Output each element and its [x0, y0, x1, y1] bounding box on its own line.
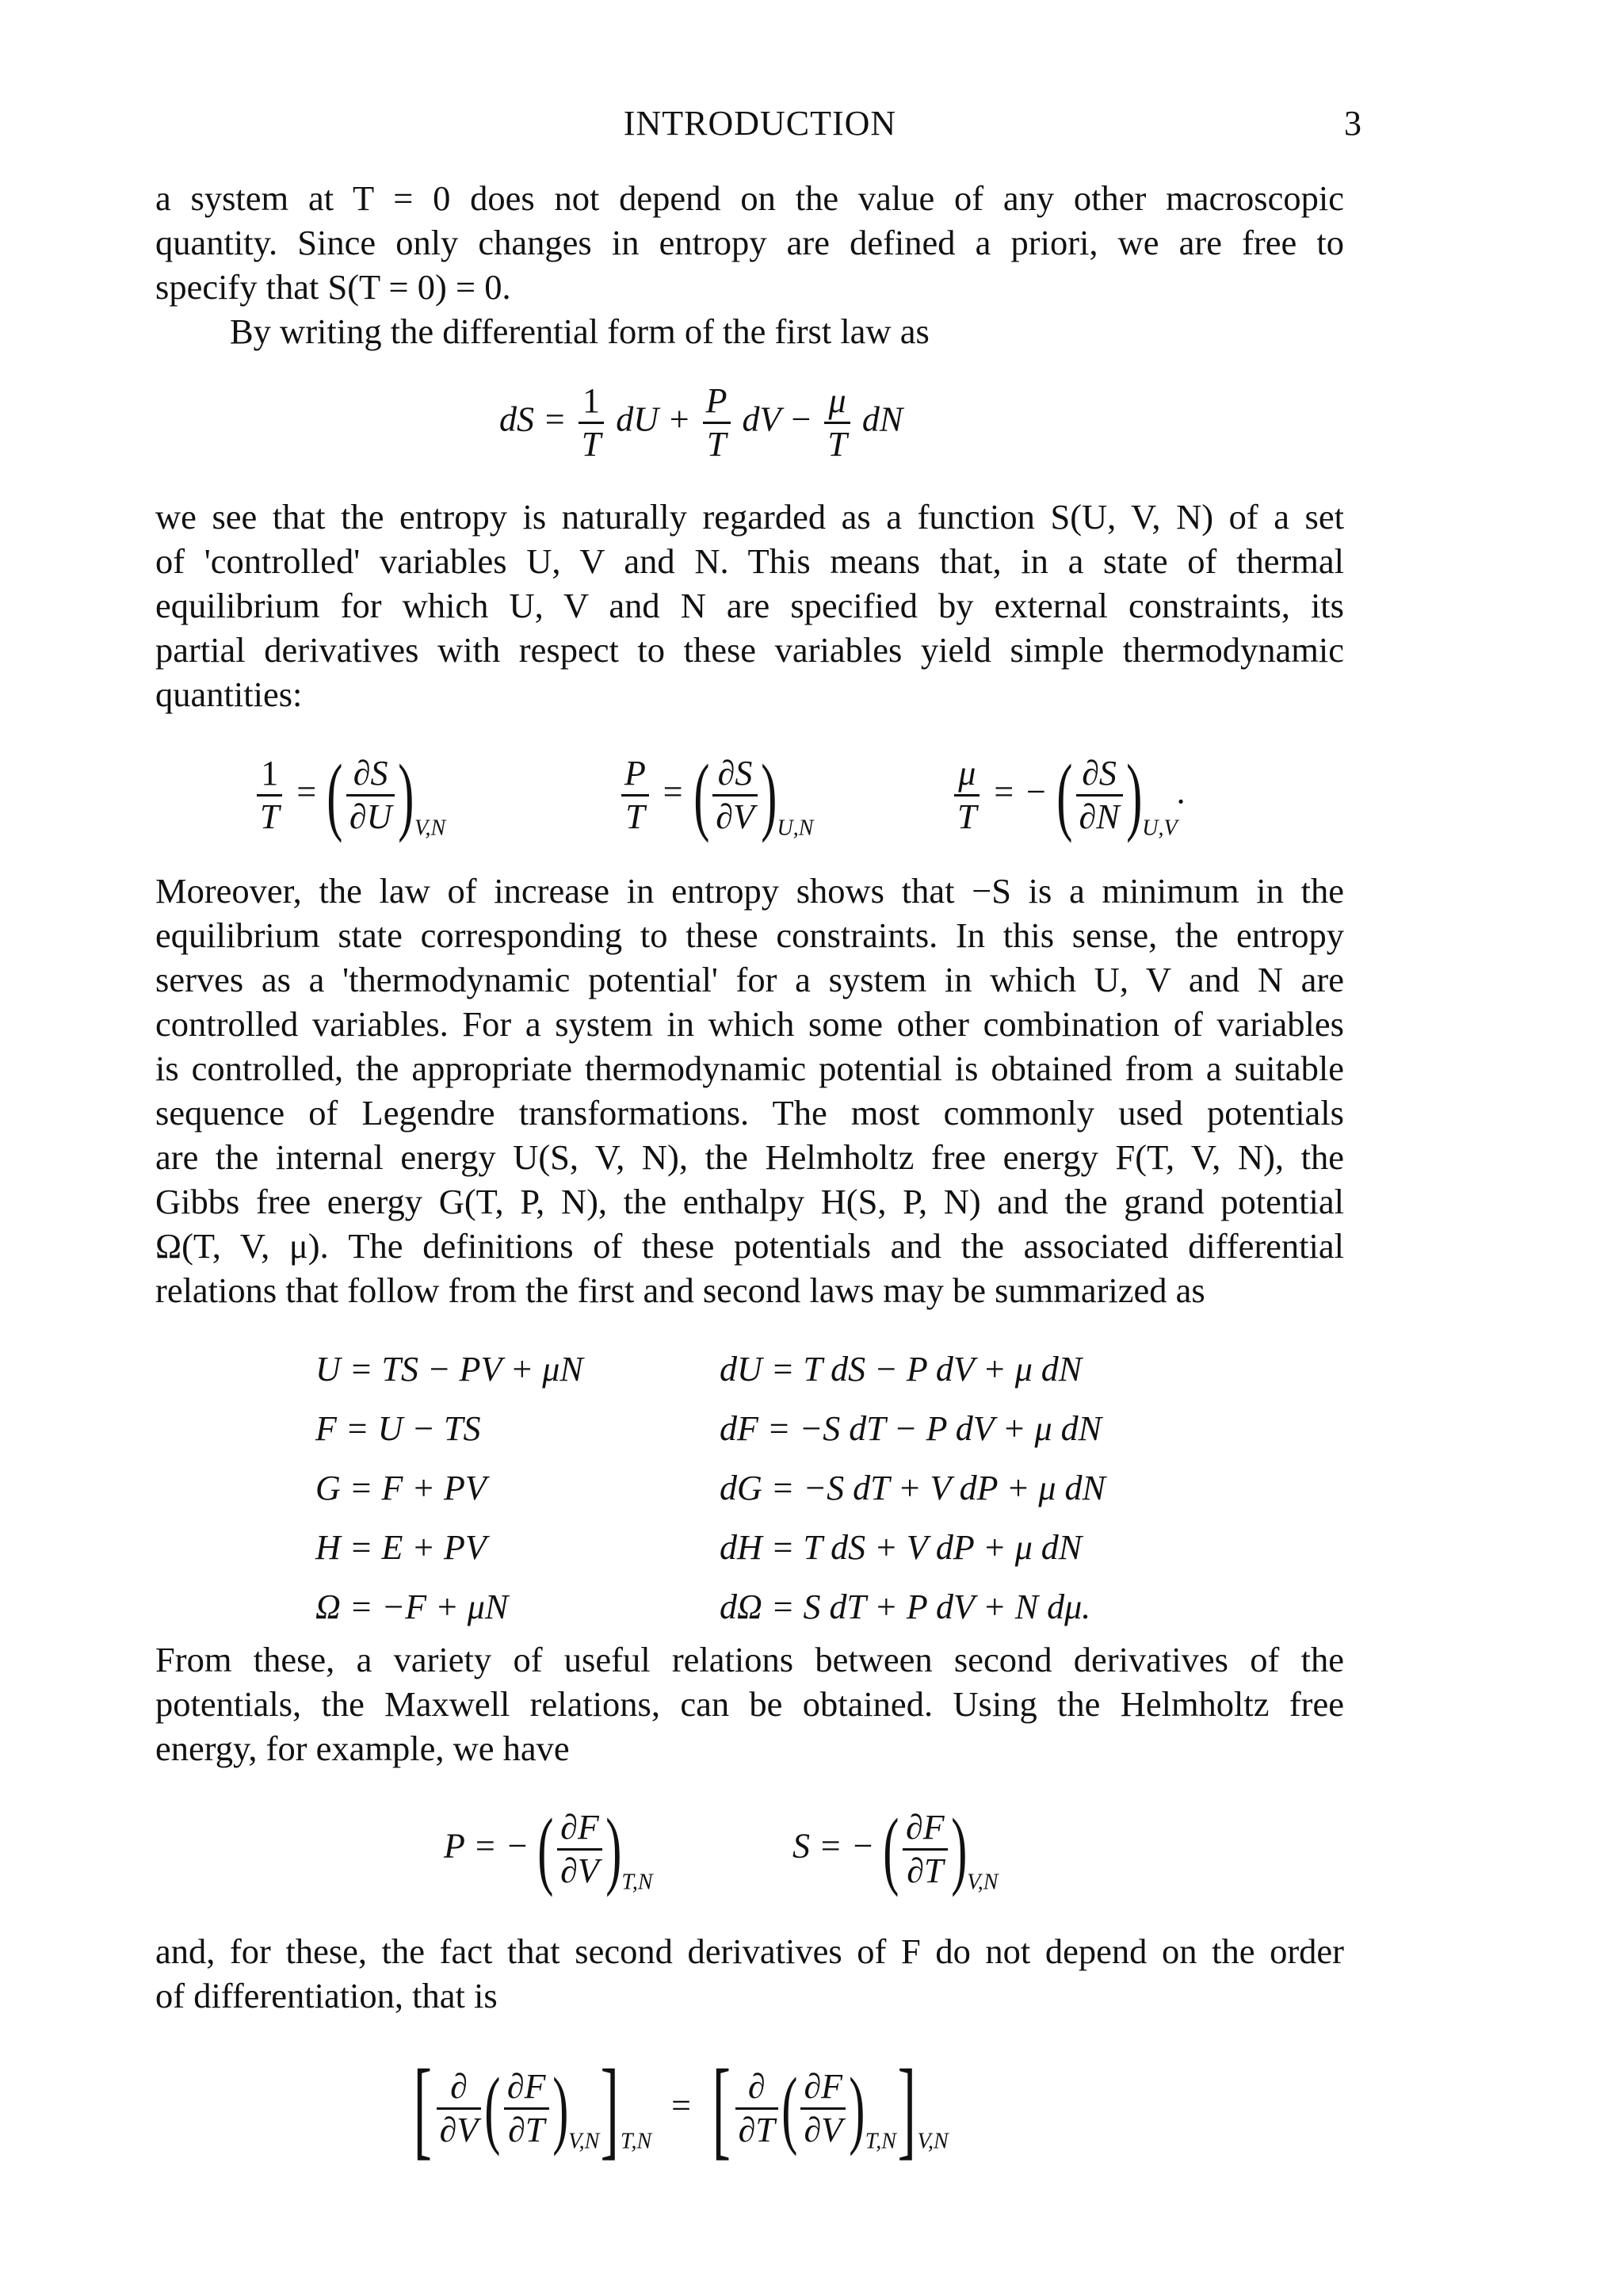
text-line: partial derivatives with respect to these variables yield simple thermodynamic [155, 630, 1344, 670]
text-line: a system at T = 0 does not depend on the value of any other macroscopic [155, 178, 1344, 218]
text-line: and, for these, the fact that second derivatives of F do not depend on the order [155, 1931, 1344, 1971]
fraction: $\frac{P}{T}$ [703, 380, 731, 465]
text-line: of differentiation, that is [155, 1976, 498, 2015]
paragraph-3 [155, 495, 1344, 716]
text-line: Moreover, the law of increase in entropy shows that −S is a minimum in the [155, 871, 1344, 911]
differential-relation: dF = −S dT − P dV + μ dN [720, 1409, 1102, 1448]
maxwell-relation-equation: [ $\frac{\partial}{\partial V}$ ( $\frac{\partial F}{\partial T}$ )$_{V,N}]_{T,N}$ = [ $\frac{\partial}{\partial T}$ ( $\frac{\partial F}{\partial V}$ )$_{T,N}]_{V,N}$ [413, 2047, 949, 2170]
eq-term: dN [861, 399, 903, 439]
text-line: equilibrium state corresponding to these constraints. In this sense, the entropy [155, 915, 1344, 955]
paragraph-1 [155, 176, 1344, 309]
text-line: quantity. Since only changes in entropy are defined a priori, we are free to [155, 223, 1344, 262]
table-row [315, 1577, 1106, 1637]
fraction: $\frac{\mu}{T}$ [824, 380, 850, 465]
differential-relation: dG = −S dT + V dP + μ dN [720, 1469, 1106, 1507]
table-row [315, 1339, 1106, 1399]
text-line: are the internal energy U(S, V, N), the Helmholtz free energy F(T, V, N), the [155, 1137, 1344, 1177]
eq-term: dU + [616, 399, 691, 439]
potential-definition: H = E + PV [315, 1528, 487, 1567]
differential-relation: dU = T dS − P dV + μ dN [720, 1350, 1083, 1389]
table-row [315, 1458, 1106, 1518]
text-line: By writing the differential form of the first law as [230, 311, 930, 351]
potential-definition: F = U − TS [315, 1409, 481, 1448]
text-line: From these, a variety of useful relations between second derivatives of the [155, 1640, 1344, 1679]
eq-lhs: dS = [499, 399, 567, 439]
text-line: we see that the entropy is naturally regarded as a function S(U, V, N) of a set [155, 497, 1344, 537]
table-row [315, 1399, 1106, 1458]
text-line: potentials, the Maxwell relations, can be obtained. Using the Helmholtz free [155, 1684, 1344, 1724]
partial-derivative-equation-2: $\frac{P}{T}$ = ( $\frac{\partial S}{\partial V}$ )$_{U,N}$ [618, 745, 813, 846]
first-law-equation [499, 380, 903, 465]
text-line: equilibrium for which U, V and N are specified by external constraints, its [155, 586, 1344, 625]
potential-definition: Ω = −F + μN [315, 1587, 509, 1626]
eq-term: dV − [742, 399, 813, 439]
text-line: serves as a 'thermodynamic potential' for a system in which U, V and N are [155, 960, 1344, 999]
paragraph-4 [155, 869, 1344, 1312]
potential-definition: G = F + PV [315, 1469, 487, 1507]
potential-definition: U = TS − PV + μN [315, 1350, 583, 1389]
differential-relation: dH = T dS + V dP + μ dN [720, 1528, 1083, 1567]
text-line: Gibbs free energy G(T, P, N), the enthalpy H(S, P, N) and the grand potential [155, 1182, 1344, 1221]
potentials-table [315, 1339, 1106, 1637]
text-line: specify that S(T = 0) = 0. [155, 267, 511, 307]
partial-derivative-equation-1: $\frac{1}{T}$ = ( $\frac{\partial S}{\partial U}$ )$_{V,N}$ [254, 745, 445, 846]
text-line: relations that follow from the first and second laws may be summarized as [155, 1270, 1205, 1310]
paragraph-5 [155, 1637, 1344, 1771]
text-line: of 'controlled' variables U, V and N. This means that, in a state of thermal [155, 541, 1344, 581]
text-line: is controlled, the appropriate thermodynamic potential is obtained from a suitable [155, 1049, 1344, 1088]
paragraph-2 [155, 309, 1344, 353]
helmholtz-pressure-equation: P = − ( $\frac{\partial F}{\partial V}$ )$_{T,N}$ [444, 1801, 653, 1897]
helmholtz-entropy-equation: S = − ( $\frac{\partial F}{\partial T}$ )$_{V,N}$ [792, 1801, 999, 1897]
page-number: 3 [1344, 104, 1361, 143]
text-line: sequence of Legendre transformations. The most commonly used potentials [155, 1093, 1344, 1133]
fraction: $\frac{1}{T}$ [579, 380, 604, 465]
running-header: INTRODUCTION [623, 104, 897, 143]
text-line: quantities: [155, 674, 303, 714]
differential-relation: dΩ = S dT + P dV + N dμ. [720, 1587, 1091, 1626]
partial-derivative-equation-3: $\frac{\mu}{T}$ = − ( $\frac{\partial S}{\partial N}$ )$_{U,V}$. [951, 745, 1186, 846]
paragraph-6 [155, 1929, 1344, 2018]
text-line: energy, for example, we have [155, 1729, 570, 1768]
text-line: controlled variables. For a system in which some other combination of variables [155, 1004, 1344, 1044]
text-line: Ω(T, V, μ). The definitions of these potentials and the associated differential [155, 1226, 1344, 1266]
table-row [315, 1518, 1106, 1577]
